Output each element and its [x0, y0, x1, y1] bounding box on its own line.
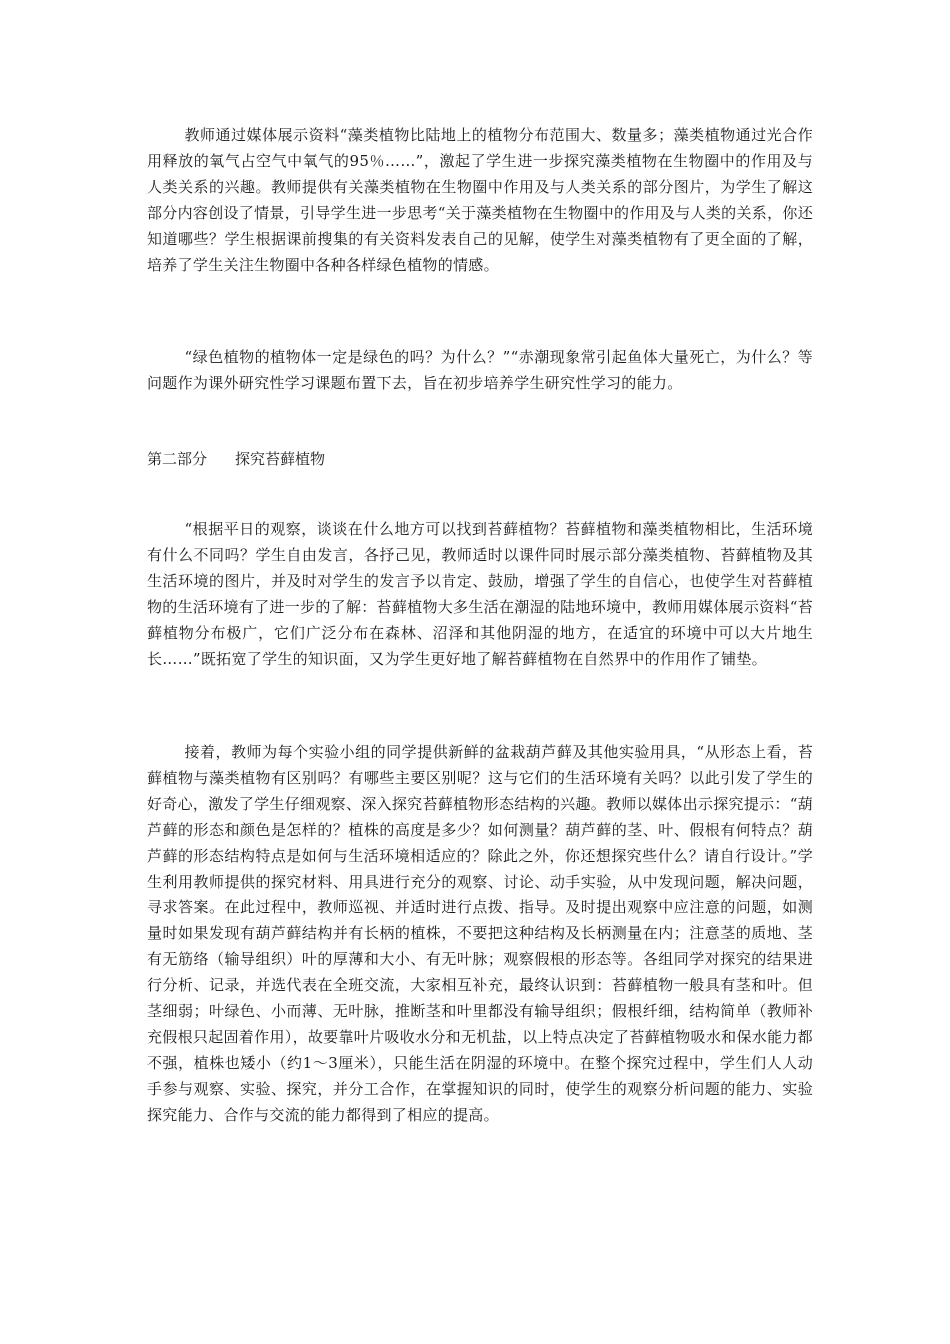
section-heading [147, 446, 325, 472]
paragraph-algae-role: 教师通过媒体展示资料“藻类植物比陆地上的植物分布范围大、数量多；藻类植物通过光合作用释放的氧气占空气中氧气的95％……”，激起了学生进一步探究藻类植物在生物圈中的作用及与人类关系的兴趣。教师提供有关藻类植物在生物圈中作用及与人类关系的部分图片，为学生了解这部分内容创设了情景，引导学生进一步思考“关于藻类植物在生物圈中的作用及与人类的关系，你还知道哪些？学生根据课前搜集的有关资料发表自己的见解，使学生对藻类植物有了更全面的了解，培养了学生关注生物圈中各种各样绿色植物的情感。 [147, 126, 813, 274]
section-title: 探究苔藓植物 [235, 450, 326, 468]
paragraph-research-questions: “绿色植物的植物体一定是绿色的吗？为什么？”“赤潮现象常引起鱼体大量死亡，为什么？等问题作为课外研究性学习课题布置下去，旨在初步培养学生研究性学习的能力。 [147, 348, 813, 392]
paragraph-moss-habitat: “根据平日的观察，谈谈在什么地方可以找到苔藓植物？苔藓植物和藻类植物相比，生活环境有什么不同吗？学生自由发言，各抒己见，教师适时以课件同时展示部分藻类植物、苔藓植物及其生活环境的图片，并及时对学生的发言予以肯定、鼓励，增强了学生的自信心，也使学生对苔藓植物的生活环境有了进一步的了解：苔藓植物大多生活在潮湿的陆地环境中，教师用媒体展示资料“苔藓植物分布极广，它们广泛分布在森林、沼泽和其他阴湿的地方，在适宜的环境中可以大片地生长……”既拓宽了学生的知识面，又为学生更好地了解苔藓植物在自然界中的作用作了铺垫。 [147, 520, 813, 668]
paragraph-moss-investigation: 接着，教师为每个实验小组的同学提供新鲜的盆栽葫芦藓及其他实验用具，“从形态上看，苔藓植物与藻类植物有区别吗？有哪些主要区别呢？这与它们的生活环境有关吗？以此引发了学生的好奇心，激发了学生仔细观察、深入探究苔藓植物形态结构的兴趣。教师以媒体出示探究提示：“葫芦藓的形态和颜色是怎样的？植株的高度是多少？如何测量？葫芦藓的茎、叶、假根有何特点？葫芦藓的形态结构特点是如何与生活环境相适应的？除此之外，你还想探究些什么？请自行设计。”学生利用教师提供的探究材料、用具进行充分的观察、讨论、动手实验，从中发现问题，解决问题，寻求答案。在此过程中，教师巡视、并适时进行点拨、指导。及时提出观察中应注意的问题，如测量时如果发现有葫芦藓结构并有长柄的植株，不要把这种结构及长柄测量在内；注意茎的质地、茎有无筋络（输导组织）叶的厚薄和大小、有无叶脉；观察假根的形态等。各组同学对探究的结果进行分析、记录，并选代表在全班交流，大家相互补充，最终认识到：苔藓植物一般具有茎和叶。但茎细弱；叶绿色、小而薄、无叶脉，推断茎和叶里都没有输导组织；假根纤细，结构简单（教师补充假根只起固着作用），故要靠叶片吸收水分和无机盐，以上特点决定了苔藓植物吸水和保水能力都不强，植株也矮小（约1～3厘米），只能生活在阴湿的环境中。在整个探究过程中，学生们人人动手参与观察、实验、探究，并分工合作，在掌握知识的同时，使学生的观察分析问题的能力、实验探究能力、合作与交流的能力都得到了相应的提高。 [147, 743, 813, 1124]
section-number: 第二部分 [147, 450, 208, 468]
